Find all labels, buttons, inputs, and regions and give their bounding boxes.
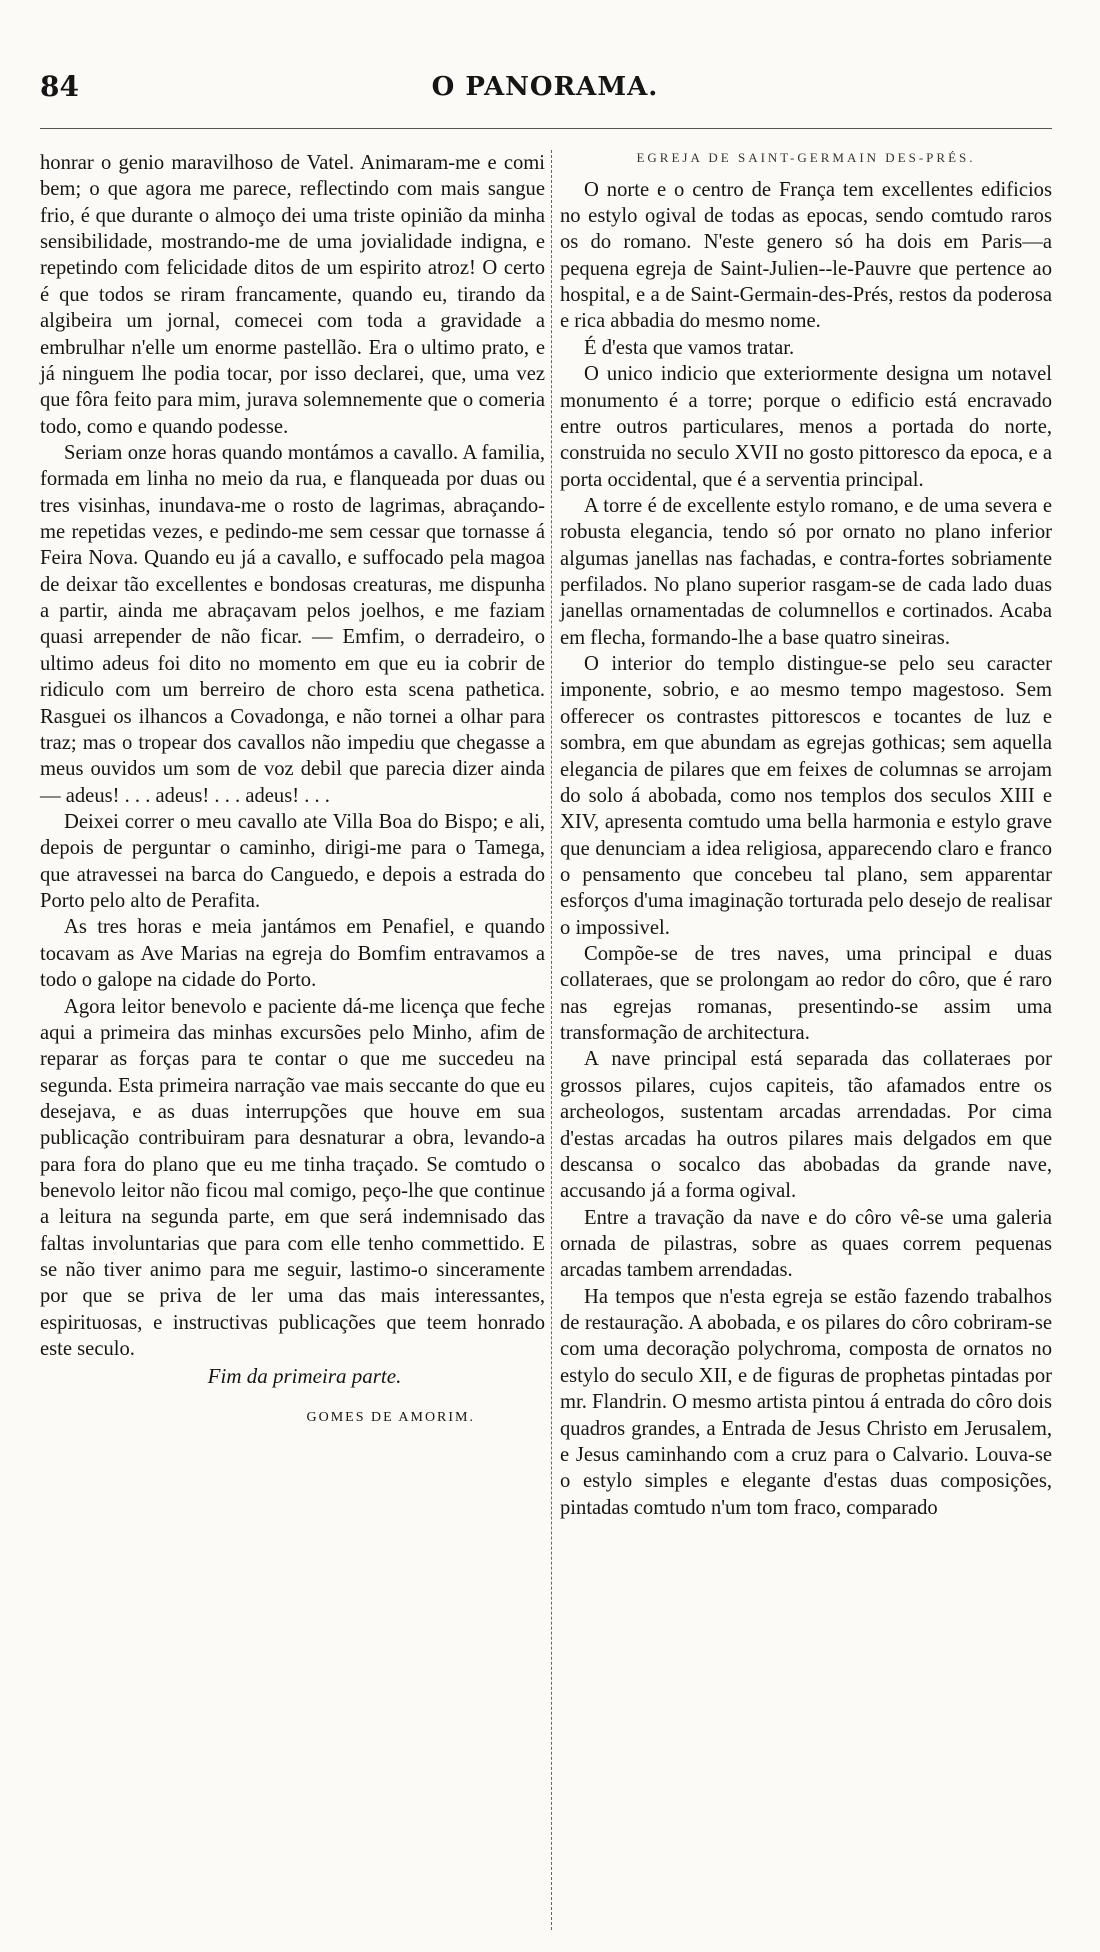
paragraph: As tres horas e meia jantámos em Penafiel, e quando tocavam as Ave Marias na egreja do Bomfim entravamos a todo o galope na cidade do Porto. (40, 916, 545, 992)
paragraph: A nave principal está separada das collateraes por grossos pilares, cujos capiteis, tão afamados entre os archeologos, sustentam arcadas arrendadas. Por cima d'estas arcadas ha outros pilares mais delgados em que descansa o socalco das abobadas da grande nave, accusando já a forma ogival. (560, 1048, 1052, 1203)
paragraph: O interior do templo distingue-se pelo seu caracter imponente, sobrio, e ao mesmo tempo magestoso. Sem offerecer os contrastes pittorescos e tocantes de luz e sombra, em que abundam as egrejas gothicas; sem aquella elegancia de pilares que em feixes de columnas se arrojam do solo á abobada, como nos templos dos seculos XIII e XIV, apresenta comtudo uma bella harmonia e estylo grave que denunciam a idea religiosa, apparecendo claro e franco o pensamento que concebeu tal plano, sem apparentar esforços d'uma imaginação torturada pelo desejo de realisar o impossivel. (560, 653, 1052, 939)
author-signature: GOMES DE AMORIM. (306, 1410, 475, 1426)
running-title: O PANORAMA. (431, 72, 659, 102)
paragraph: Ha tempos que n'esta egreja se estão fazendo trabalhos de restauração. A abobada, e os pilares do côro cobriram-se com uma decoração polychroma, composta de ornatos no estylo do seculo XII, e de figuras de prophetas pintadas por mr. Flandrin. O mesmo artista pintou á entrada do côro dois quadros grandes, a Entrada de Jesus Christo em Jerusalem, e Jesus caminhando com a cruz para o Calvario. Louva-se o estylo simples e elegante d'estas duas composições, pintadas comtudo n'um tom fraco, comparado (560, 1285, 1052, 1519)
left-column (40, 150, 545, 1427)
part-end-note: Fim da primeira parte. (207, 1363, 402, 1388)
section-title: EGREJA DE SAINT-GERMAIN DES-PRÉS. (636, 150, 976, 165)
page-header (40, 70, 1050, 110)
paragraph: Entre a travação da nave e do côro vê-se uma galeria ornada de pilastras, sobre as quaes correm pequenas arcadas tambem arrendadas. (560, 1206, 1052, 1282)
paragraph: Deixei correr o meu cavallo ate Villa Boa do Bispo; e ali, depois de perguntar o caminho, dirigi-me para o Tamega, que atravessei na barca do Canguedo, e depois a estrada do Porto pelo alto de Perafita. (40, 810, 545, 913)
paragraph: É d'esta que vamos tratar. (584, 336, 795, 359)
paragraph: A torre é de excellente estylo romano, e de uma severa e robusta elegancia, tendo só por ornato no plano inferior algumas janellas nas fachadas, e contra-fortes sobriamente perfilados. No plano superior rasgam-se de cada lado duas janellas ornamentadas de columnellos e cortinados. Acaba em flecha, formando-lhe a base quatro sineiras. (560, 494, 1052, 649)
column-divider (551, 150, 552, 1930)
paragraph: O unico indicio que exteriormente designa um notavel monumento é a torre; porque o edificio está encravado entre outros particulares, menos a portada do norte, construida no seculo XVII no gosto pittoresco da epoca, e a porta occidental, que é a serventia principal. (560, 363, 1052, 491)
paragraph: honrar o genio maravilhoso de Vatel. Animaram-me e comi bem; o que agora me parece, reflectindo com mais sangue frio, é que durante o almoço dei uma triste opinião da minha sensibilidade, mostrando-me de uma jovialidade indigna, e repetindo com felicidade ditos de um espirito atroz! O certo é que todos se riram francamente, quando eu, tirando da algibeira um jornal, comecei com toda a gravidade a embrulhar n'elle um enorme pastellão. Era o ultimo prato, e já ninguem lhe podia tocar, por isso declarei, que, uma vez que fôra feito para mim, jurava solemnemente que o comeria todo, como e quando podesse. (40, 152, 545, 438)
page-number: 84 (40, 70, 79, 103)
right-column (560, 150, 1052, 1521)
paragraph: Seriam onze horas quando montámos a cavallo. A familia, formada em linha no meio da rua, e flanqueada por duas ou tres visinhas, inundava-me o rosto de lagrimas, abraçando-me repetidas vezes, e pedindo-me sem cessar que tornasse á Feira Nova. Quando eu já a cavallo, e suffocado pela magoa de deixar tão excellentes e bondosas creaturas, me dispunha a partir, ainda me abraçavam pelos joelhos, e me faziam quasi arrepender de não ficar. — Emfim, o derradeiro, o ultimo adeus foi dito no momento em que eu ia cobrir de ridiculo com um berreiro de choro esta scena pathetica. Rasguei os ilhancos a Covadonga, e não tornei a olhar para traz; mas o tropear dos cavallos não impediu que chegasse a meus ouvidos um som de voz debil que parecia dizer ainda — adeus! . . . adeus! . . . adeus! . . . (40, 441, 545, 807)
paragraph: O norte e o centro de França tem excellentes edificios no estylo ogival de todas as epocas, sendo comtudo raros os do romano. N'este genero só ha dois em Paris—a pequena egreja de Saint-Julien--le-Pauvre que pertence ao hospital, e a de Saint-Germain-des-Prés, restos da poderosa e rica abbadia do mesmo nome. (560, 178, 1052, 333)
header-rule (40, 128, 1052, 129)
paragraph: Compõe-se de tres naves, uma principal e duas collateraes, que se prolongam ao redor do côro, que é raro nas egrejas romanas, presentindo-se assim uma transformação de architectura. (560, 943, 1052, 1045)
paragraph: Agora leitor benevolo e paciente dá-me licença que feche aqui a primeira das minhas excursões pelo Minho, afim de reparar as forças para te contar o que me succedeu na segunda. Esta primeira narração vae mais seccante do que eu desejava, e as duas interrupções que houve em sua publicação contribuiram para desnaturar a obra, levando-a para fora do plano que eu me tinha traçado. Se comtudo o benevolo leitor não ficou mal comigo, peço-lhe que continue a leitura na segunda parte, em que será indemnisado das faltas involuntarias que para com elle tenho commettido. E se não tiver animo para me seguir, lastimo-o sinceramente por que se priva de ler uma das mais interessantes, espirituosas, e instructivas publicações que teem honrado este seculo. (40, 995, 545, 1361)
